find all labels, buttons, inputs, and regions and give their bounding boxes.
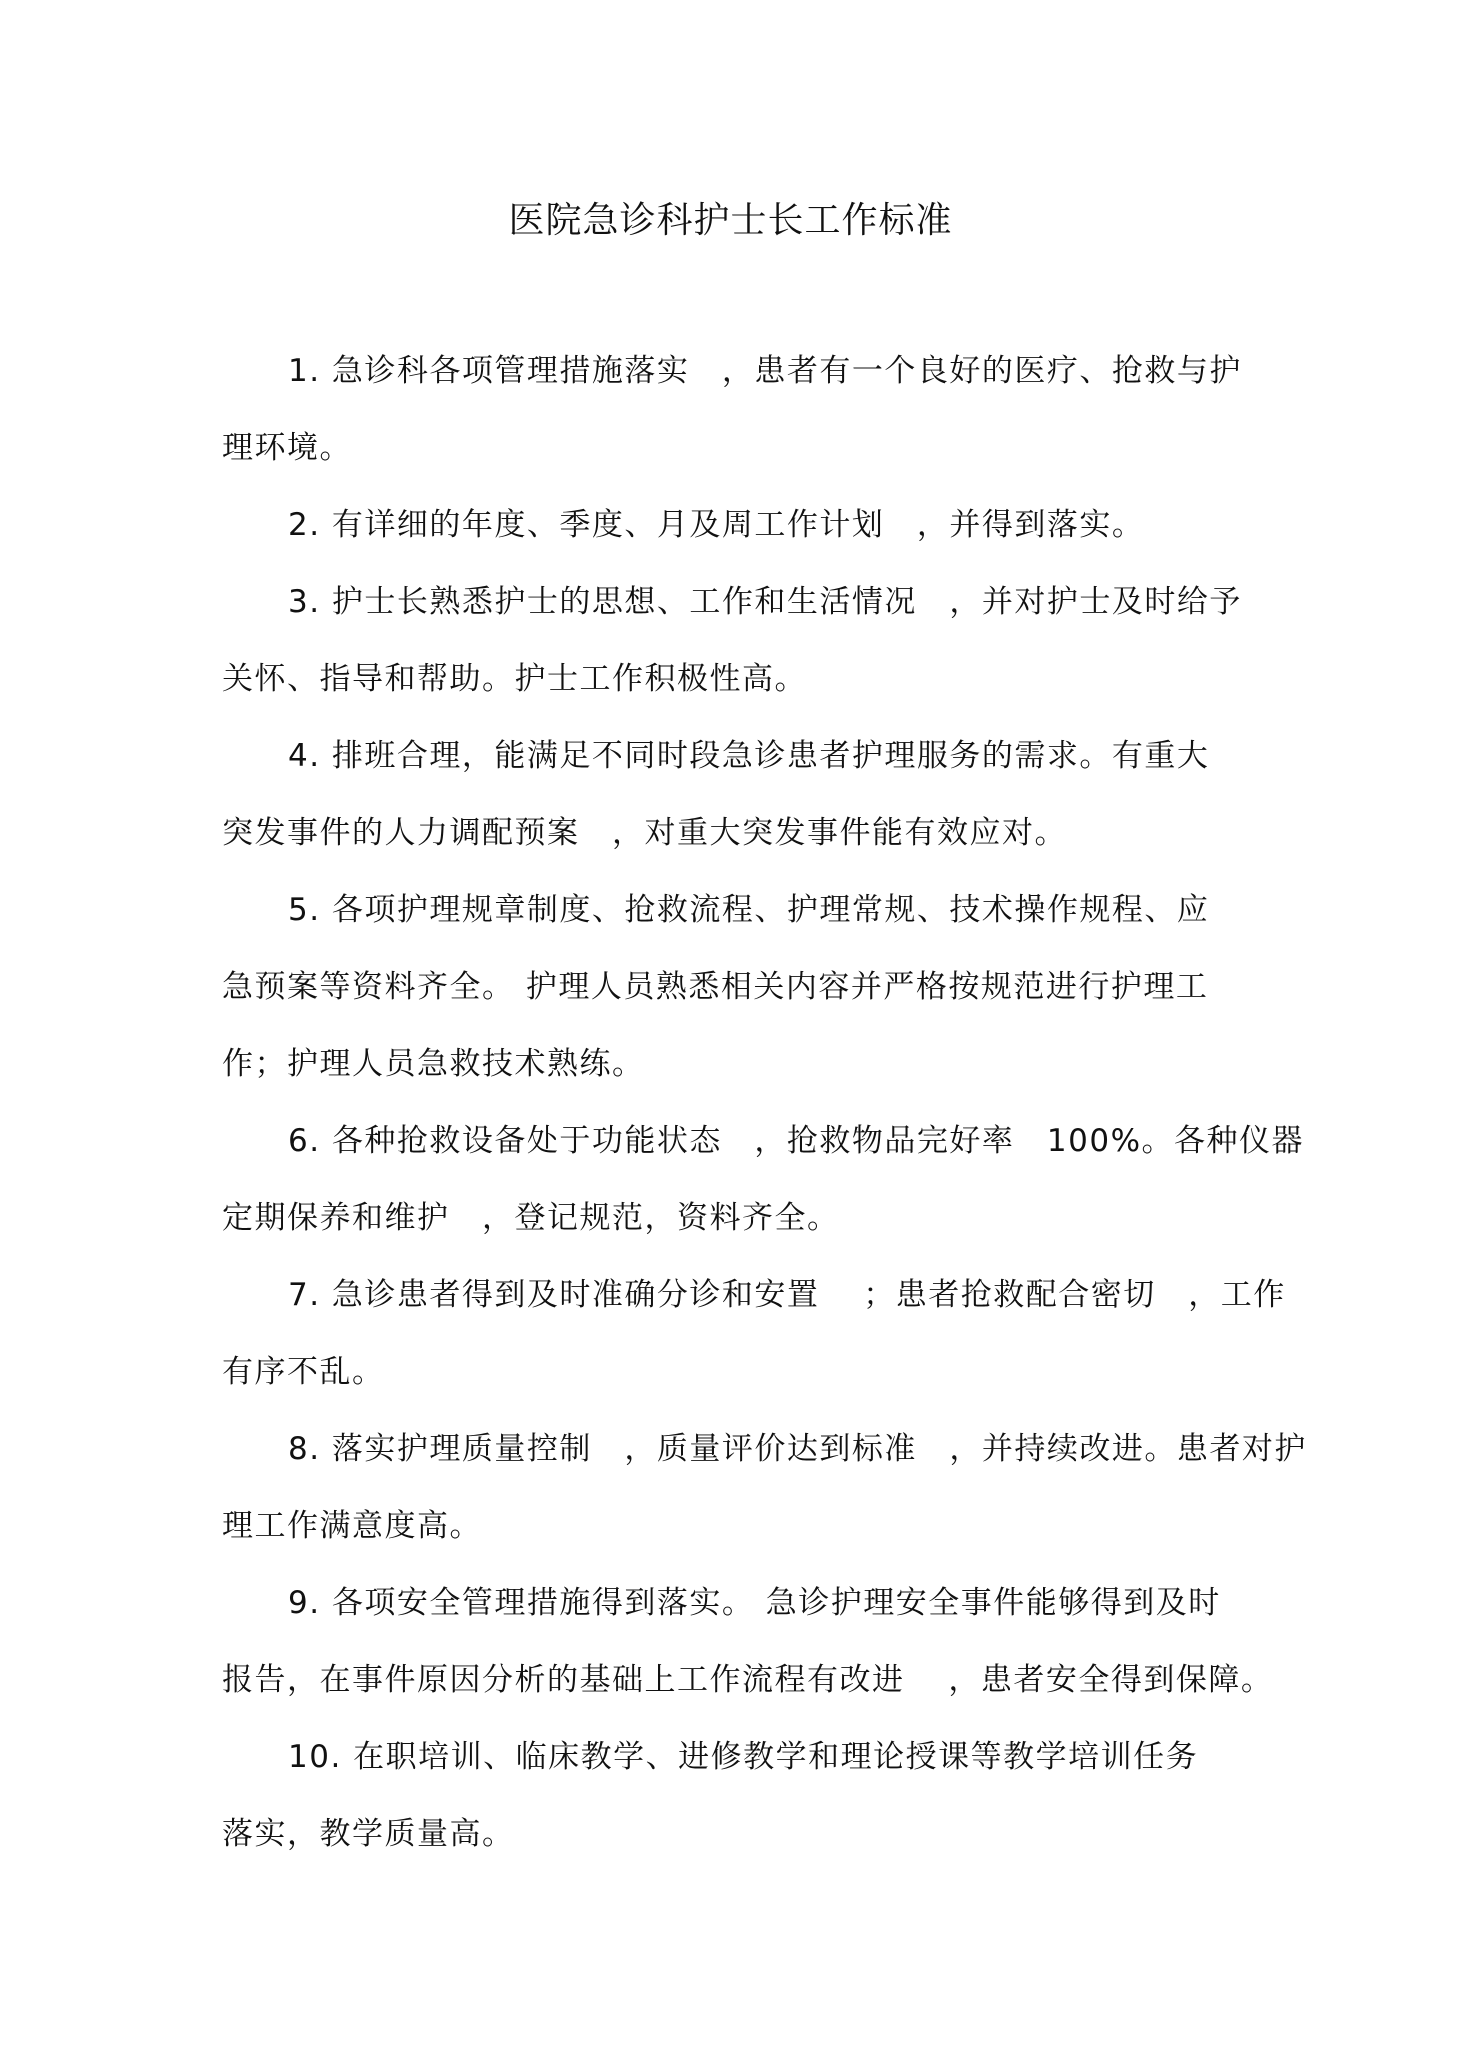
item-1-line-2: 理环境。	[222, 430, 352, 466]
item-5-line-2: 急预案等资料齐全。 护理人员熟悉相关内容并严格按规范进行护理工	[222, 969, 1209, 1005]
item-9-line-2: 报告，在事件原因分析的基础上工作流程有改进 ，患者安全得到保障。	[222, 1662, 1274, 1698]
item-10-line-2: 落实，教学质量高。	[222, 1816, 515, 1852]
item-6-line-1: 6. 各种抢救设备处于功能状态 ，抢救物品完好率 100%。各种仪器	[288, 1123, 1305, 1159]
document-title: 医院急诊科护士长工作标准	[508, 200, 953, 241]
item-6-line-2: 定期保养和维护 ，登记规范，资料齐全。	[222, 1200, 840, 1236]
item-2-line-1: 2. 有详细的年度、季度、月及周工作计划 ，并得到落实。	[288, 507, 1145, 543]
item-5-line-3: 作；护理人员急救技术熟练。	[222, 1046, 645, 1082]
item-8-line-2: 理工作满意度高。	[222, 1508, 482, 1544]
item-10-line-1: 10. 在职培训、临床教学、进修教学和理论授课等教学培训任务	[288, 1739, 1199, 1775]
item-7-line-2: 有序不乱。	[222, 1354, 385, 1390]
item-9-line-1: 9. 各项安全管理措施得到落实。 急诊护理安全事件能够得到及时	[288, 1585, 1221, 1621]
item-4-line-2: 突发事件的人力调配预案 ，对重大突发事件能有效应对。	[222, 815, 1067, 851]
item-8-line-1: 8. 落实护理质量控制 ，质量评价达到标准 ，并持续改进。患者对护	[288, 1431, 1307, 1467]
item-4-line-1: 4. 排班合理，能满足不同时段急诊患者护理服务的需求。有重大	[288, 738, 1210, 774]
item-5-line-1: 5. 各项护理规章制度、抢救流程、护理常规、技术操作规程、应	[288, 892, 1210, 928]
item-3-line-1: 3. 护士长熟悉护士的思想、工作和生活情况 ，并对护士及时给予	[288, 584, 1242, 620]
item-1-line-1: 1. 急诊科各项管理措施落实 ，患者有一个良好的医疗、抢救与护	[288, 353, 1242, 389]
item-3-line-2: 关怀、指导和帮助。护士工作积极性高。	[222, 661, 807, 697]
item-7-line-1: 7. 急诊患者得到及时准确分诊和安置 ；患者抢救配合密切 ，工作	[288, 1277, 1286, 1313]
